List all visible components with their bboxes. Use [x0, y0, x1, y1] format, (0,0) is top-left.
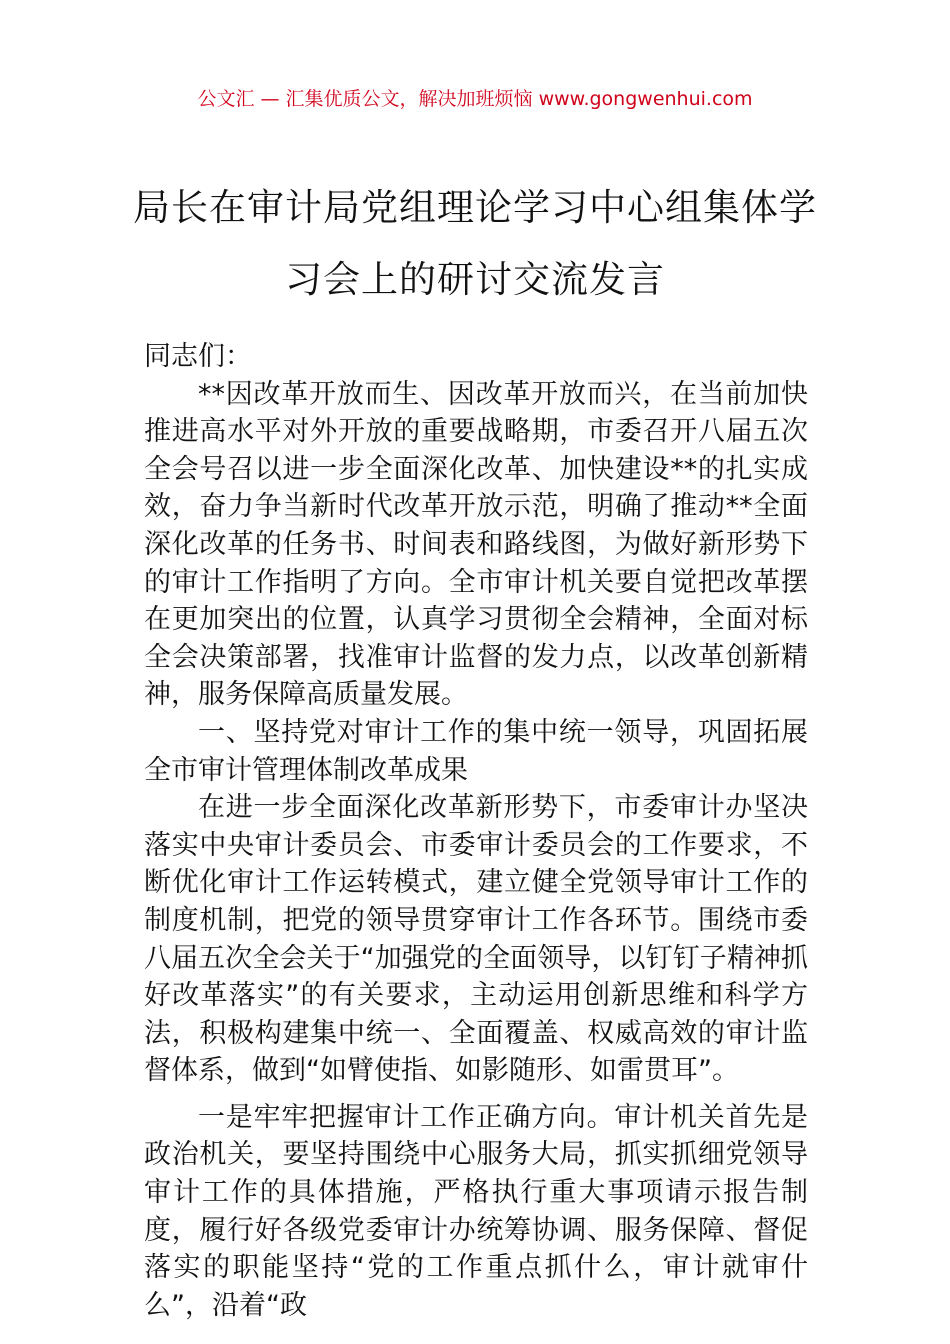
body-paragraph: **因改革开放而生、因改革开放而兴，在当前加快推进高水平对外开放的重要战略期，市委召开八届五次全会号召以进一步全面深化改革、加快建设**的扎实成效，奋力争当新时代改革开放示范，明确了推动**全面深化改革的任务书、时间表和路线图，为做好新形势下的审计工作指明了方向。全市审计机关要自觉把改革摆在更加突出的位置，认真学习贯彻全会精神，全面对标全会决策部署，找准审计监督的发力点，以改革创新精神，服务保障高质量发展。: [144, 378, 808, 711]
section-heading: 一、坚持党对审计工作的集中统一领导，巩固拓展全市审计管理体制改革成果: [144, 716, 808, 786]
document-title: 局长在审计局党组理论学习中心组集体学习会上的研讨交流发言: [133, 186, 817, 301]
body-paragraph: 一是牢牢把握审计工作正确方向。审计机关首先是政治机关，要坚持围绕中心服务大局，抓实抓细党领导审计工作的具体措施，严格执行重大事项请示报告制度，履行好各级党委审计办统筹协调、服务保障、督促落实的职能坚持“党的工作重点抓什么，审计就审什么”，沿着“政: [144, 1101, 808, 1321]
body-paragraph: 在进一步全面深化改革新形势下，市委审计办坚决落实中央审计委员会、市委审计委员会的工作要求，不断优化审计工作运转模式，建立健全党领导审计工作的制度机制，把党的领导贯穿审计工作各环节。围绕市委八届五次全会关于“加强党的全面领导，以钉钉子精神抓好改革落实”的有关要求，主动运用创新思维和科学方法，积极构建集中统一、全面覆盖、权威高效的审计监督体系，做到“如臂使指、如影随形、如雷贯耳”。: [144, 792, 808, 1087]
salutation: 同志们：: [144, 341, 252, 372]
header-banner: 公文汇 — 汇集优质公文，解决加班烦恼 www.gongwenhui.com: [197, 88, 753, 110]
document-body: [144, 338, 808, 1324]
